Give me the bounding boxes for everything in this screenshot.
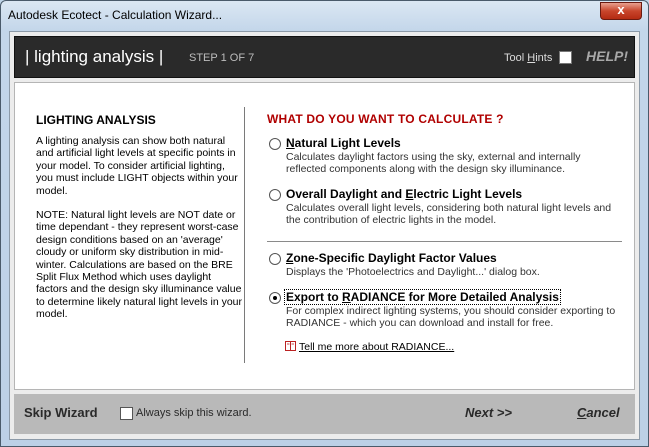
note-paragraph: NOTE: Natural light levels are NOT date or time dependant - they represent worst-case design conditions based on an 'average' cloudy or uniform sky distribution in mid-winter. Calculations are based on the BRE Split Flux Method which uses daylight factors and the design sky illuminance value to determine likely natural light levels in your model. bbox=[36, 209, 243, 321]
step-indicator: STEP 1 OF 7 bbox=[189, 52, 255, 64]
help-button[interactable]: HELP! bbox=[586, 48, 628, 64]
option-description: Calculates overall light levels, considering both natural light levels and the contribution of electric lights in the model. bbox=[286, 202, 612, 227]
always-skip-label[interactable]: Always skip this wizard. bbox=[136, 407, 252, 419]
question-heading: WHAT DO YOU WANT TO CALCULATE ? bbox=[267, 112, 504, 126]
option-label[interactable]: Overall Daylight and Electric Light Levels bbox=[286, 187, 523, 201]
cancel-button[interactable]: Cancel bbox=[577, 405, 620, 420]
title-bar[interactable] bbox=[1, 1, 648, 31]
next-button[interactable]: Next >> bbox=[465, 405, 512, 420]
horizontal-divider bbox=[267, 241, 622, 242]
wizard-header bbox=[14, 36, 635, 78]
wizard-footer bbox=[14, 394, 635, 434]
link-text[interactable]: Tell me more about RADIANCE... bbox=[299, 341, 455, 353]
radio-button[interactable] bbox=[269, 189, 281, 201]
option-label[interactable]: Zone-Specific Daylight Factor Values bbox=[286, 251, 497, 265]
description-paragraph: A lighting analysis can show both natural and artificial light levels at specific points in your model. To consider artificial lighting, you must include LIGHT objects within your model. bbox=[36, 135, 238, 197]
radiance-info-link[interactable] bbox=[285, 337, 454, 355]
vertical-divider bbox=[244, 107, 245, 363]
section-title: LIGHTING ANALYSIS bbox=[36, 113, 156, 127]
description-text bbox=[36, 135, 244, 333]
book-icon bbox=[285, 340, 296, 351]
option-description: Displays the 'Photoelectrics and Daylight...' dialog box. bbox=[286, 266, 540, 278]
option-label[interactable]: Natural Light Levels bbox=[286, 136, 401, 150]
skip-wizard-button[interactable]: Skip Wizard bbox=[24, 405, 98, 420]
wizard-client bbox=[9, 31, 640, 440]
close-icon: x bbox=[617, 2, 625, 17]
option-label[interactable]: Export to RADIANCE for More Detailed Analysis bbox=[286, 290, 559, 304]
window-title: Autodesk Ecotect - Calculation Wizard... bbox=[8, 8, 223, 22]
option-description: Calculates daylight factors using the sky, external and internally reflected components along with the design sky illuminance. bbox=[286, 151, 581, 176]
radio-button-selected[interactable] bbox=[269, 292, 281, 304]
always-skip-checkbox[interactable] bbox=[120, 407, 133, 420]
close-button[interactable] bbox=[600, 2, 642, 20]
content-panel bbox=[14, 82, 635, 390]
radio-button[interactable] bbox=[269, 138, 281, 150]
option-description: For complex indirect lighting systems, you should consider exporting to RADIANCE - which you can download and install for free. bbox=[286, 305, 616, 330]
page-title: | lighting analysis | bbox=[25, 47, 164, 66]
tool-hints-checkbox[interactable] bbox=[559, 51, 572, 64]
radio-button[interactable] bbox=[269, 253, 281, 265]
tool-hints-label[interactable]: Tool Hints bbox=[504, 52, 553, 64]
